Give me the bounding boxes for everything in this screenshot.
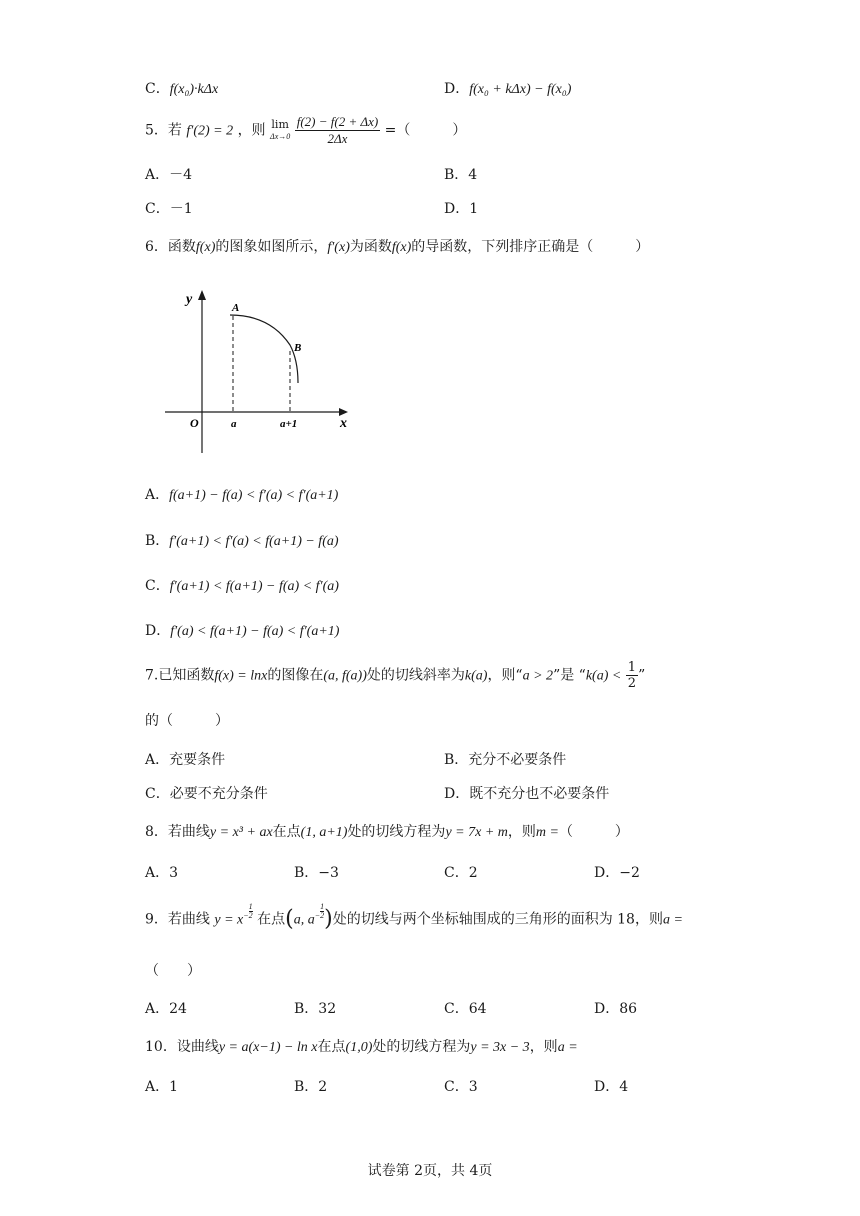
origin-label: O bbox=[190, 416, 199, 430]
q8-option-c: C．2 bbox=[444, 865, 478, 881]
q6-option-b: B．f′(a+1) < f′(a) < f(a+1) − f(a) bbox=[145, 533, 339, 549]
q7-option-b: B．充分不必要条件 bbox=[444, 752, 567, 768]
q10-option-c: C．3 bbox=[444, 1079, 478, 1095]
q9-option-a: A．24 bbox=[145, 1001, 187, 1017]
q9-stem-line2: （ ） bbox=[145, 963, 201, 979]
q6-graph bbox=[160, 285, 360, 455]
y-label: y bbox=[186, 292, 193, 307]
q7-option-d: D．既不充分也不必要条件 bbox=[444, 786, 610, 802]
q7-stem-line2: 的（ ） bbox=[145, 713, 229, 729]
q10-option-b: B．2 bbox=[294, 1079, 328, 1095]
point-a-label: A bbox=[232, 302, 240, 314]
q7-option-c: C．必要不充分条件 bbox=[145, 786, 268, 802]
point-b-label: B bbox=[294, 342, 302, 354]
q4-option-c: C．f(x₀)·kΔx bbox=[145, 81, 219, 97]
q6-option-c: C．f′(a+1) < f(a+1) − f(a) < f′(a) bbox=[145, 578, 339, 594]
q10-stem: 10．设曲线y = a(x−1) − ln x在点(1,0)处的切线方程为y = 3x − 3，则a = bbox=[145, 1039, 578, 1055]
q5-option-c: C．－1 bbox=[145, 201, 193, 217]
q8-option-b: B．−3 bbox=[294, 865, 339, 881]
q9-stem: 9．若曲线 y = x− $\frac{1}{2}$ 在点(a, a− $\frac{1}{2}$ )处的切线与两个坐标轴围成的三角形的面积为 18，则a = bbox=[145, 902, 683, 932]
q6-stem: 6．函数f(x)的图象如图所示，f′(x)为函数f(x)的导函数，下列排序正确是（ ） bbox=[145, 239, 650, 255]
y-axis-arrow-icon bbox=[198, 290, 206, 300]
page-footer: 试卷第 2页，共 4页 bbox=[367, 1163, 493, 1179]
x-axis-arrow-icon bbox=[339, 408, 348, 416]
q10-option-a: A．1 bbox=[145, 1079, 179, 1095]
q8-option-d: D．−2 bbox=[594, 865, 640, 881]
q6-option-d: D．f′(a) < f(a+1) − f(a) < f′(a+1) bbox=[145, 623, 340, 639]
q9-option-c: C．64 bbox=[444, 1001, 487, 1017]
q5-option-a: A．－4 bbox=[145, 167, 193, 183]
q10-option-d: D．4 bbox=[594, 1079, 629, 1095]
q9-option-b: B．32 bbox=[294, 1001, 337, 1017]
tick-a-label: a bbox=[231, 418, 237, 430]
q4-option-d: D．f(x₀ + kΔx) − f(x₀) bbox=[444, 81, 572, 97]
q5-option-d: D．1 bbox=[444, 201, 479, 217]
q7-option-a: A．充要条件 bbox=[145, 752, 226, 768]
q8-stem: 8．若曲线y = x³ + ax在点(1, a+1)处的切线方程为y = 7x + m，则m =（ ） bbox=[145, 824, 629, 840]
x-label: x bbox=[340, 416, 347, 431]
q8-option-a: A．3 bbox=[145, 865, 179, 881]
q5-stem: 5．若 f′(2) = 2 ，则 lim Δx→0 $\frac{f(2) - f(2 + \Delta x)}{2\Delta x}$ =（ ） bbox=[145, 114, 467, 146]
curve bbox=[230, 315, 298, 383]
q6-option-a: A．f(a+1) − f(a) < f′(a) < f′(a+1) bbox=[145, 487, 339, 503]
q7-stem: 7.已知函数f(x) = lnx的图像在(a, f(a))处的切线斜率为k(a)，则“a > 2”是 “k(a) < $\frac{1}{2}$ ” bbox=[145, 660, 646, 691]
q9-option-d: D．86 bbox=[594, 1001, 638, 1017]
q5-option-b: B．4 bbox=[444, 167, 478, 183]
tick-a1-label: a+1 bbox=[280, 418, 298, 430]
